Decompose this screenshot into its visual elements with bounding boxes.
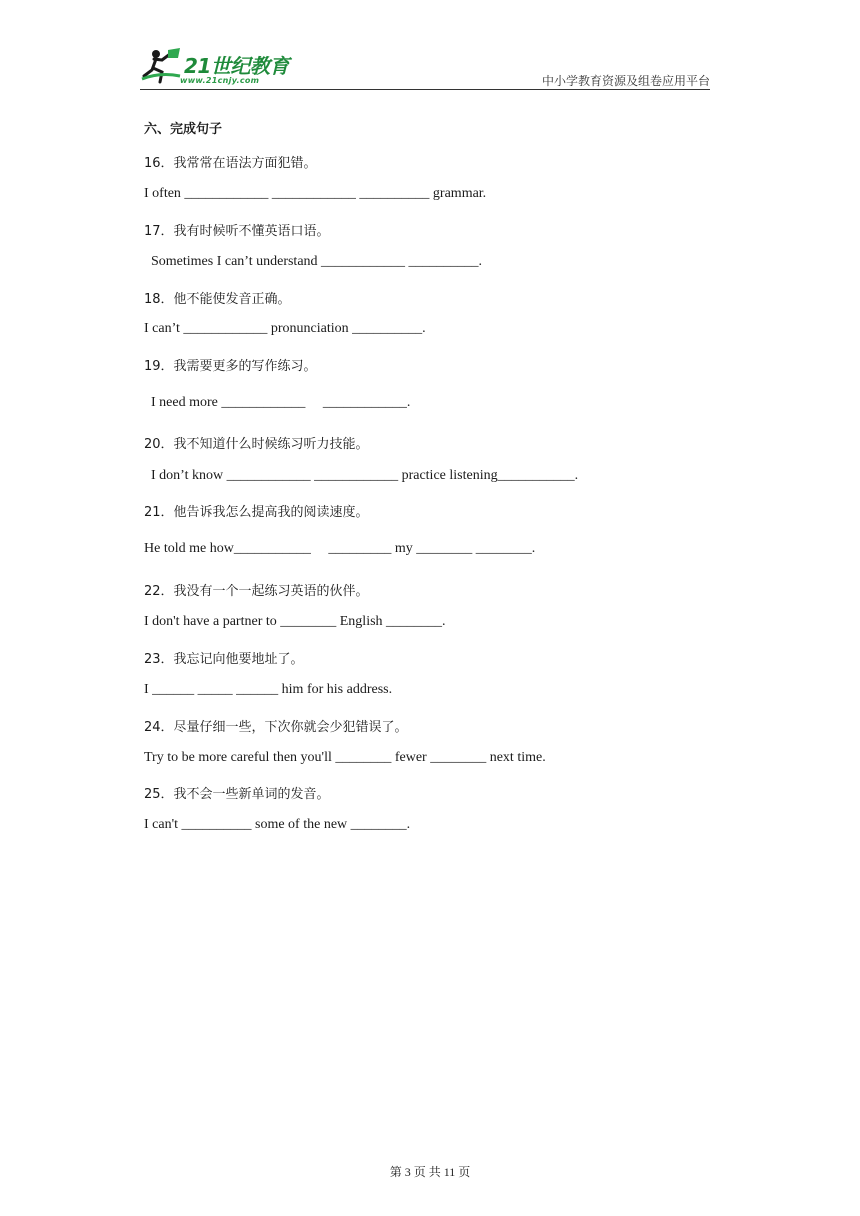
question-prompt: 17．我有时候听不懂英语口语。: [144, 224, 330, 239]
question-prompt: 21．他告诉我怎么提高我的阅读速度。: [144, 505, 369, 520]
answer-line: I ______ _____ ______ him for his address.: [144, 682, 393, 697]
logo-text: 21世纪教育: [184, 54, 289, 78]
answer-line: I often ____________ ____________ __________ grammar.: [144, 186, 487, 201]
answer-line: I need more ____________ ____________.: [144, 395, 411, 410]
answer-line: I can't __________ some of the new ________.: [144, 817, 411, 832]
question-prompt: 22．我没有一个一起练习英语的伙伴。: [144, 584, 369, 599]
runner-logo-icon: [140, 46, 184, 86]
answer-line: Try to be more careful then you'll ________ fewer ________ next time.: [144, 750, 546, 765]
answer-line: I can’t ____________ pronunciation __________.: [144, 321, 426, 336]
question-prompt: 16．我常常在语法方面犯错。: [144, 156, 317, 171]
answer-line: I don’t know ____________ ____________ practice listening___________.: [144, 468, 579, 483]
page-number: 第 3 页 共 11 页: [389, 1165, 471, 1179]
logo-url: www.21cnjy.com: [180, 76, 260, 85]
answer-line: I don't have a partner to ________ English ________.: [144, 614, 446, 629]
section-title: 六、完成句子: [144, 122, 223, 137]
platform-name: 中小学教育资源及组卷应用平台: [541, 74, 710, 88]
question-prompt: 18．他不能使发音正确。: [144, 292, 291, 307]
question-prompt: 24．尽量仔细一些，下次你就会少犯错误了。: [144, 720, 408, 735]
question-prompt: 19．我需要更多的写作练习。: [144, 359, 317, 374]
question-prompt: 23．我忘记向他要地址了。: [144, 652, 304, 667]
question-prompt: 20．我不知道什么时候练习听力技能。: [144, 437, 369, 452]
answer-line: Sometimes I can’t understand ____________ __________.: [144, 254, 483, 269]
answer-line: He told me how___________ _________ my ________ ________.: [144, 541, 536, 556]
question-prompt: 25．我不会一些新单词的发音。: [144, 787, 330, 802]
header-divider: [140, 89, 710, 90]
logo: [140, 44, 310, 90]
page-header: [140, 44, 710, 90]
